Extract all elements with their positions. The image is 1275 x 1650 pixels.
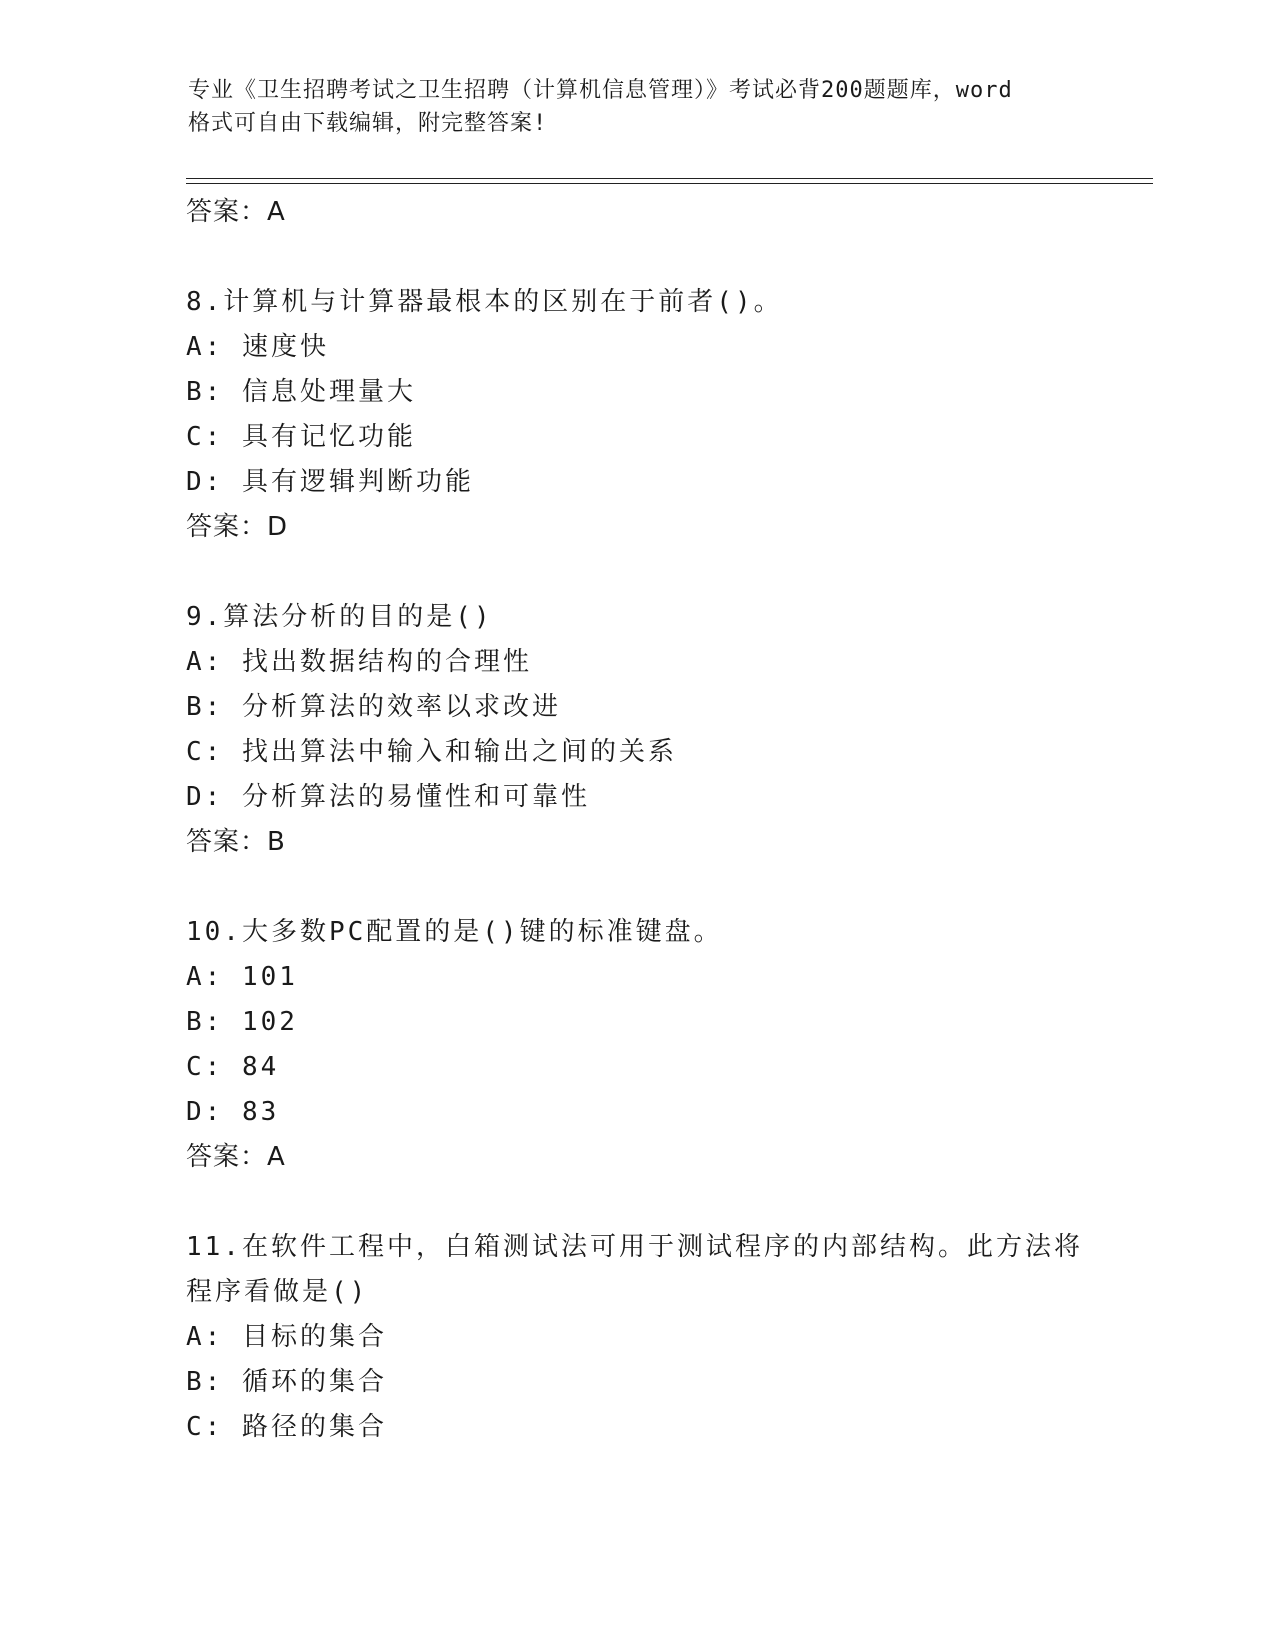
question-10 (186, 910, 1086, 1180)
header-divider-top (186, 178, 1153, 179)
question-9 (186, 595, 1086, 865)
question-list (186, 190, 1086, 1450)
option-b: B: 102 (186, 1007, 298, 1037)
option-d: D: 具有逻辑判断功能 (186, 467, 474, 497)
option-c: C: 找出算法中输入和输出之间的关系 (186, 737, 677, 767)
question-text: 9.算法分析的目的是() (186, 602, 493, 632)
answer-label: 答案：B (186, 827, 286, 857)
option-a: A: 101 (186, 962, 298, 992)
option-b: B: 循环的集合 (186, 1367, 387, 1397)
option-d: D: 83 (186, 1097, 280, 1127)
option-c: C: 84 (186, 1052, 280, 1082)
option-a: A: 速度快 (186, 332, 329, 362)
option-c: C: 具有记忆功能 (186, 422, 416, 452)
option-d: D: 分析算法的易懂性和可靠性 (186, 782, 590, 812)
question-text: 10.大多数PC配置的是()键的标准键盘。 (186, 917, 723, 947)
option-a: A: 找出数据结构的合理性 (186, 647, 532, 677)
answer-label: 答案：A (186, 1142, 286, 1172)
question-text-line-1: 11.在软件工程中，白箱测试法可用于测试程序的内部结构。此方法将 (186, 1232, 1083, 1262)
question-11 (186, 1225, 1086, 1450)
question-text: 8.计算机与计算器最根本的区别在于前者()。 (186, 287, 783, 317)
answer-label: 答案：D (186, 512, 289, 542)
document-header (188, 74, 1088, 140)
option-b: B: 分析算法的效率以求改进 (186, 692, 561, 722)
header-line-1: 专业《卫生招聘考试之卫生招聘（计算机信息管理）》考试必背200题题库，word (188, 78, 1013, 103)
header-line-2: 格式可自由下载编辑，附完整答案! (188, 111, 548, 136)
option-a: A: 目标的集合 (186, 1322, 387, 1352)
option-b: B: 信息处理量大 (186, 377, 416, 407)
header-divider-bottom (186, 183, 1153, 184)
answer-label: 答案：A (186, 197, 286, 227)
question-text-line-2: 程序看做是() (186, 1277, 369, 1307)
question-8 (186, 280, 1086, 550)
option-c: C: 路径的集合 (186, 1412, 387, 1442)
